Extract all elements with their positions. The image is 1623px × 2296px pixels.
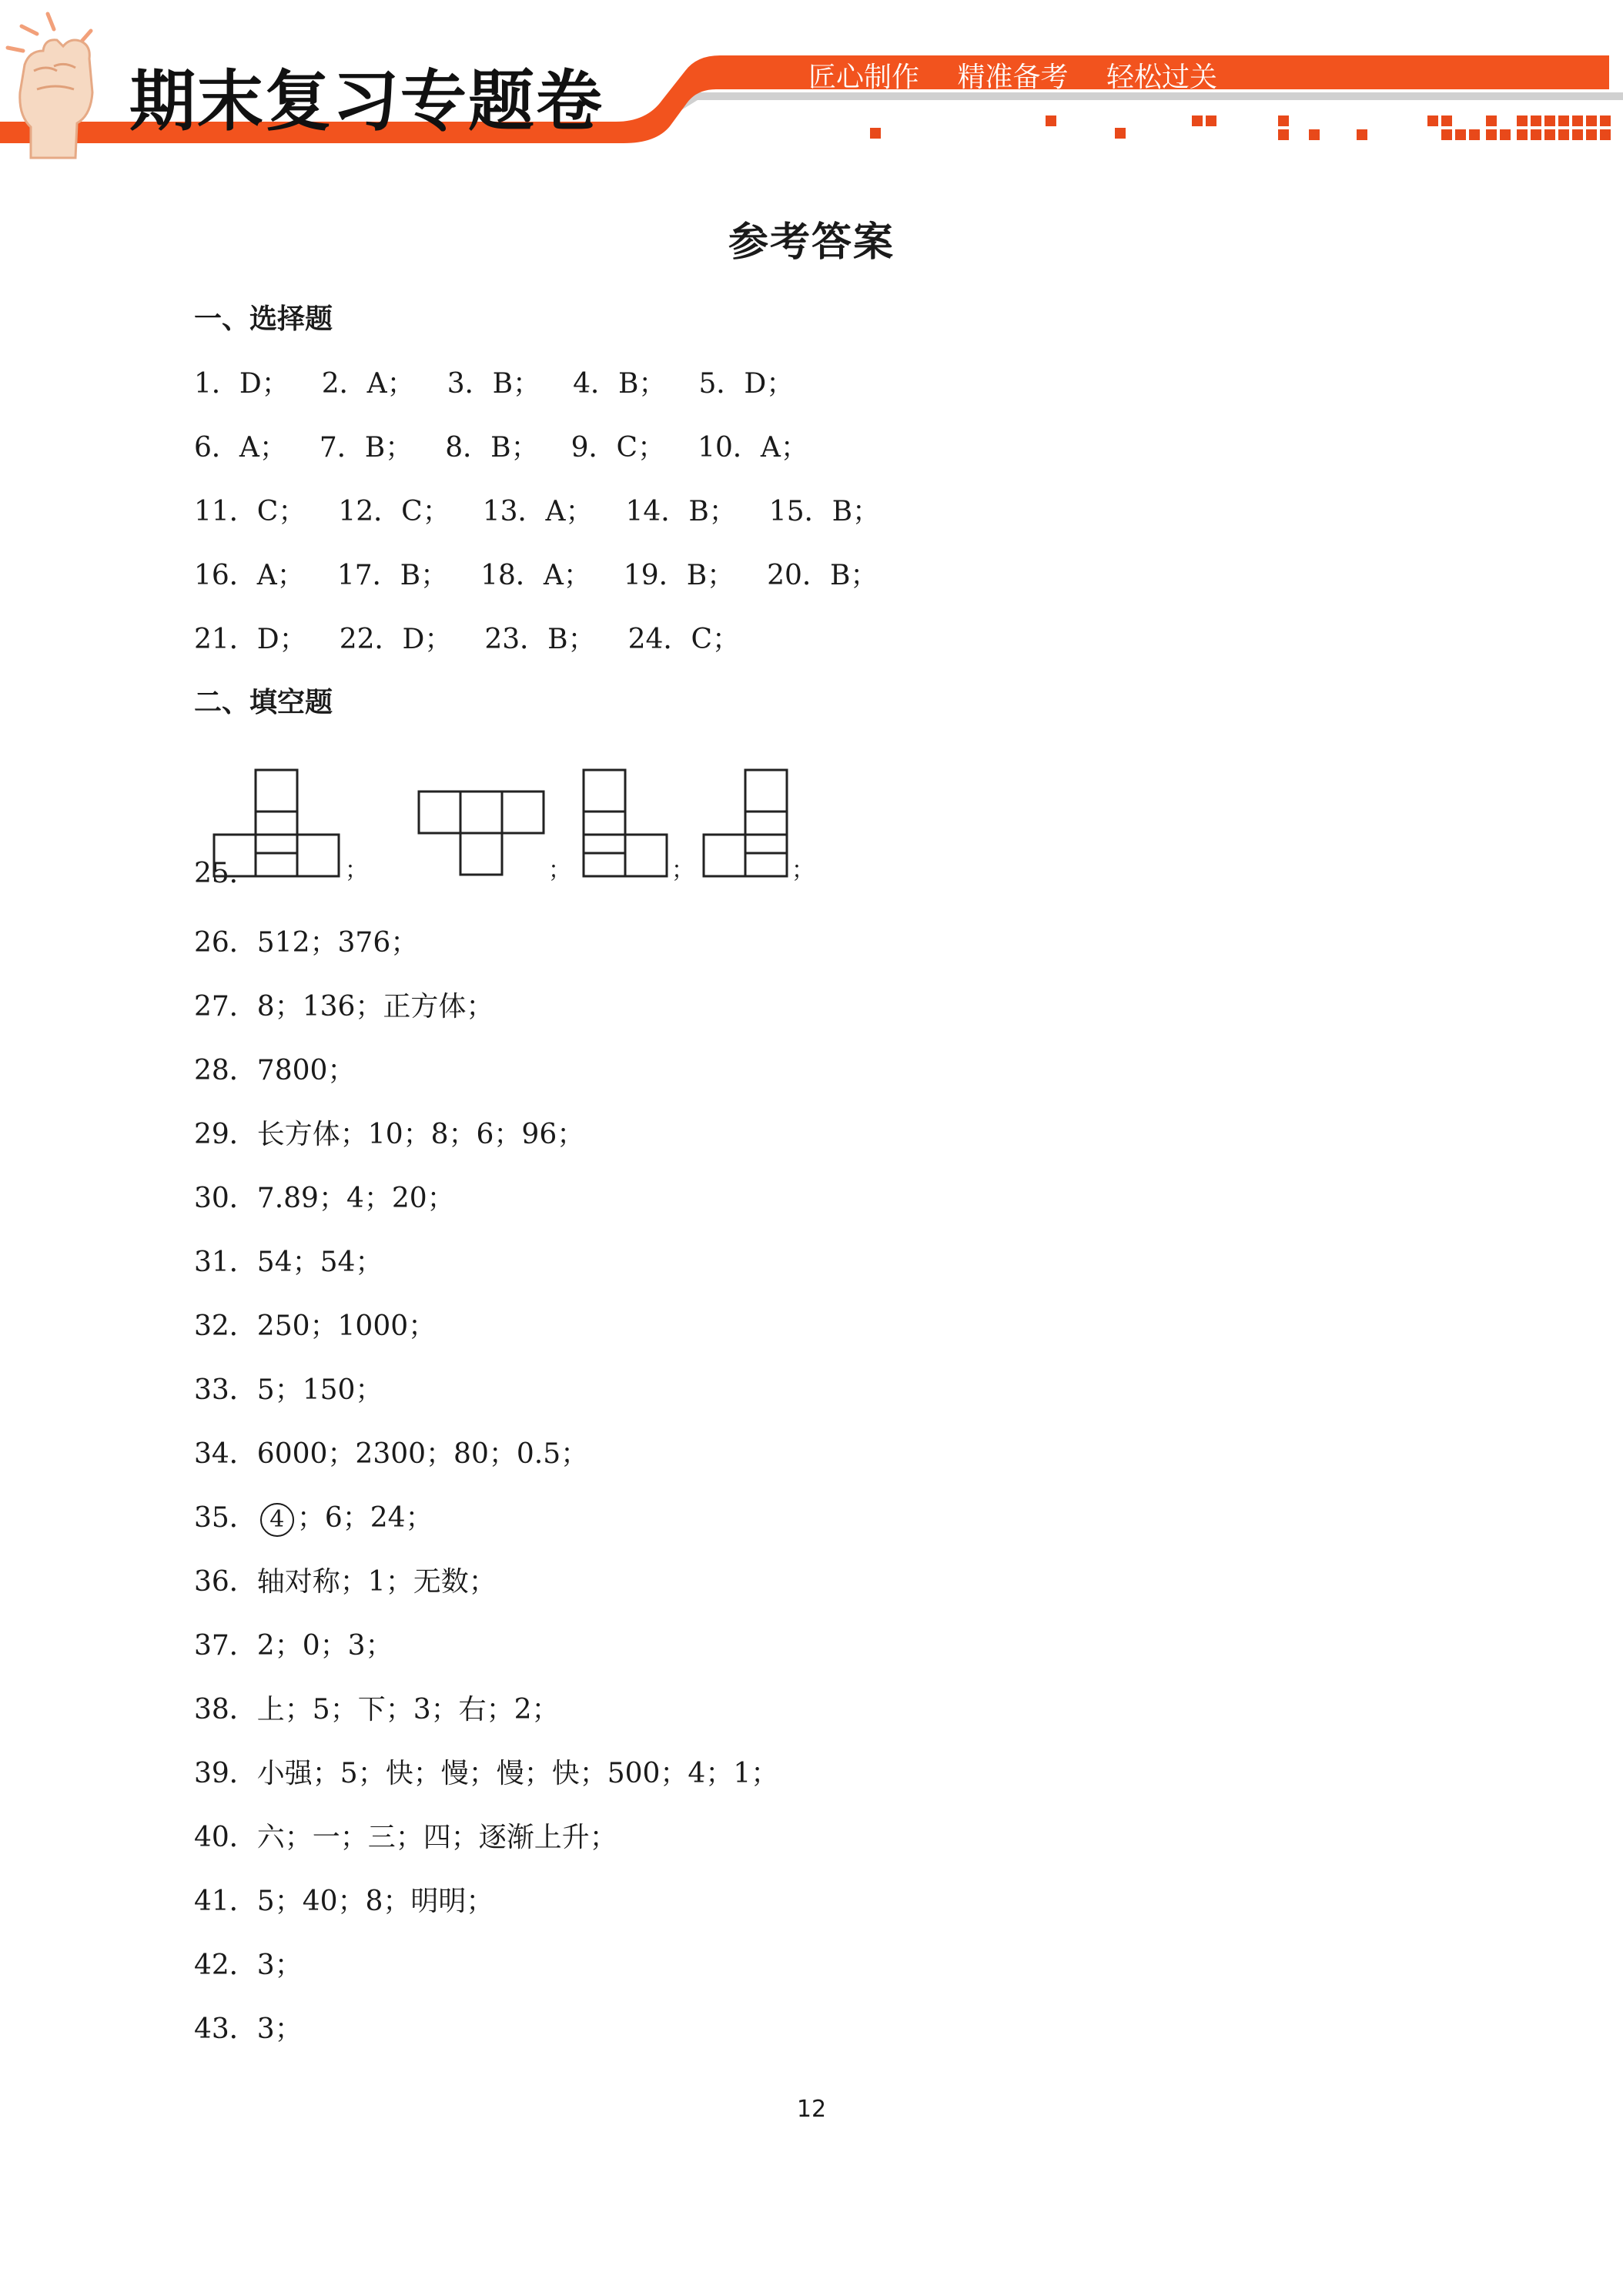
answer-item: 22．D；: [339, 624, 453, 655]
answer-item: 8．B；: [445, 432, 539, 464]
answer-line: 28．7800；: [194, 1055, 356, 1086]
answer-line: 31．54；54；: [194, 1247, 383, 1278]
answer-line: [194, 554, 910, 593]
answer-text: ；6；24；: [296, 1502, 433, 1534]
section-heading-fill: 二、填空题: [194, 687, 333, 718]
answer-line: 43．3；: [194, 2013, 303, 2045]
separator: ；: [791, 857, 815, 884]
slogan-item: 轻松过关: [1106, 62, 1217, 93]
answer-item: 4．B；: [573, 368, 667, 400]
page-title: 参考答案: [728, 219, 895, 266]
answer-item: 13．A；: [482, 496, 594, 527]
answer-line: [194, 618, 772, 657]
answer-line: 26．512；376；: [194, 927, 419, 959]
answer-item: 12．C；: [338, 496, 450, 527]
circled-number: 4: [260, 1503, 294, 1537]
view-figure-1: [214, 770, 339, 876]
answer-item: 11．C；: [194, 496, 306, 527]
view-figures: [194, 739, 887, 885]
page-number: 12: [796, 2096, 827, 2123]
answer-item: 18．A；: [480, 560, 591, 591]
answer-number: 35．: [194, 1502, 257, 1534]
answer-line: [194, 362, 826, 401]
answer-line: 41．5；40；8；明明；: [194, 1886, 494, 1917]
answer-line: 38．上；5；下；3；右；2；: [194, 1694, 560, 1725]
answer-number: 25．: [194, 858, 257, 889]
answer-line: 37．2；0；3；: [194, 1630, 393, 1662]
section-heading-choice: 一、选择题: [194, 303, 333, 335]
answer-line: 34．6000；2300；80；0.5；: [194, 1438, 589, 1470]
header-slogan: [808, 55, 1247, 95]
slogan-item: 匠心制作: [808, 62, 920, 93]
answer-item: 10．A；: [698, 432, 808, 464]
answer-line: [194, 1496, 433, 1537]
answer-line: 27．8；136；正方体；: [194, 991, 494, 1022]
answer-line: 33．5；150；: [194, 1374, 383, 1406]
view-figure-3: [584, 770, 667, 876]
answer-line: 42．3；: [194, 1950, 303, 1981]
answer-item: 17．B；: [336, 560, 449, 591]
answer-item: 23．B；: [484, 624, 596, 655]
answer-item: 21．D；: [194, 624, 307, 655]
view-figure-4: [704, 770, 787, 876]
slogan-item: 精准备考: [957, 62, 1069, 93]
answer-item: 6．A；: [194, 432, 287, 464]
answer-line: 36．轴对称；1；无数；: [194, 1566, 497, 1598]
answer-item: 20．B；: [767, 560, 878, 591]
answer-item: 15．B；: [768, 496, 881, 527]
dot-pattern: [870, 115, 1611, 140]
answer-line: [194, 426, 841, 465]
brand-title: 期末复习专题卷: [129, 63, 604, 140]
answer-item: 16．A；: [194, 560, 305, 591]
answer-item: 14．B；: [625, 496, 737, 527]
answer-item: 1．D；: [194, 368, 289, 400]
answer-line: [194, 490, 912, 529]
answer-item: 19．B；: [623, 560, 735, 591]
answer-item: 5．D；: [698, 368, 795, 400]
answer-item: 7．B；: [319, 432, 413, 464]
answer-line: 29．长方体；10；8；6；96；: [194, 1119, 585, 1150]
answer-item: 3．B；: [447, 368, 541, 400]
answer-line: 39．小强；5；快；慢；慢；快；500；4；1；: [194, 1758, 779, 1789]
answer-item: 9．C；: [571, 432, 666, 464]
answer-line: 40．六；一；三；四；逐渐上升；: [194, 1822, 617, 1853]
view-figure-2: [419, 792, 544, 875]
answer-item: 2．A；: [321, 368, 415, 400]
separator: ；: [345, 857, 368, 884]
answer-line: 30．7.89；4；20；: [194, 1183, 455, 1214]
answer-25-figures: [194, 739, 887, 889]
page-header: [0, 0, 1623, 166]
separator: ；: [671, 857, 694, 884]
separator: ；: [548, 857, 571, 884]
answer-line: 32．250；1000；: [194, 1310, 437, 1342]
answer-item: 24．C；: [627, 624, 740, 655]
